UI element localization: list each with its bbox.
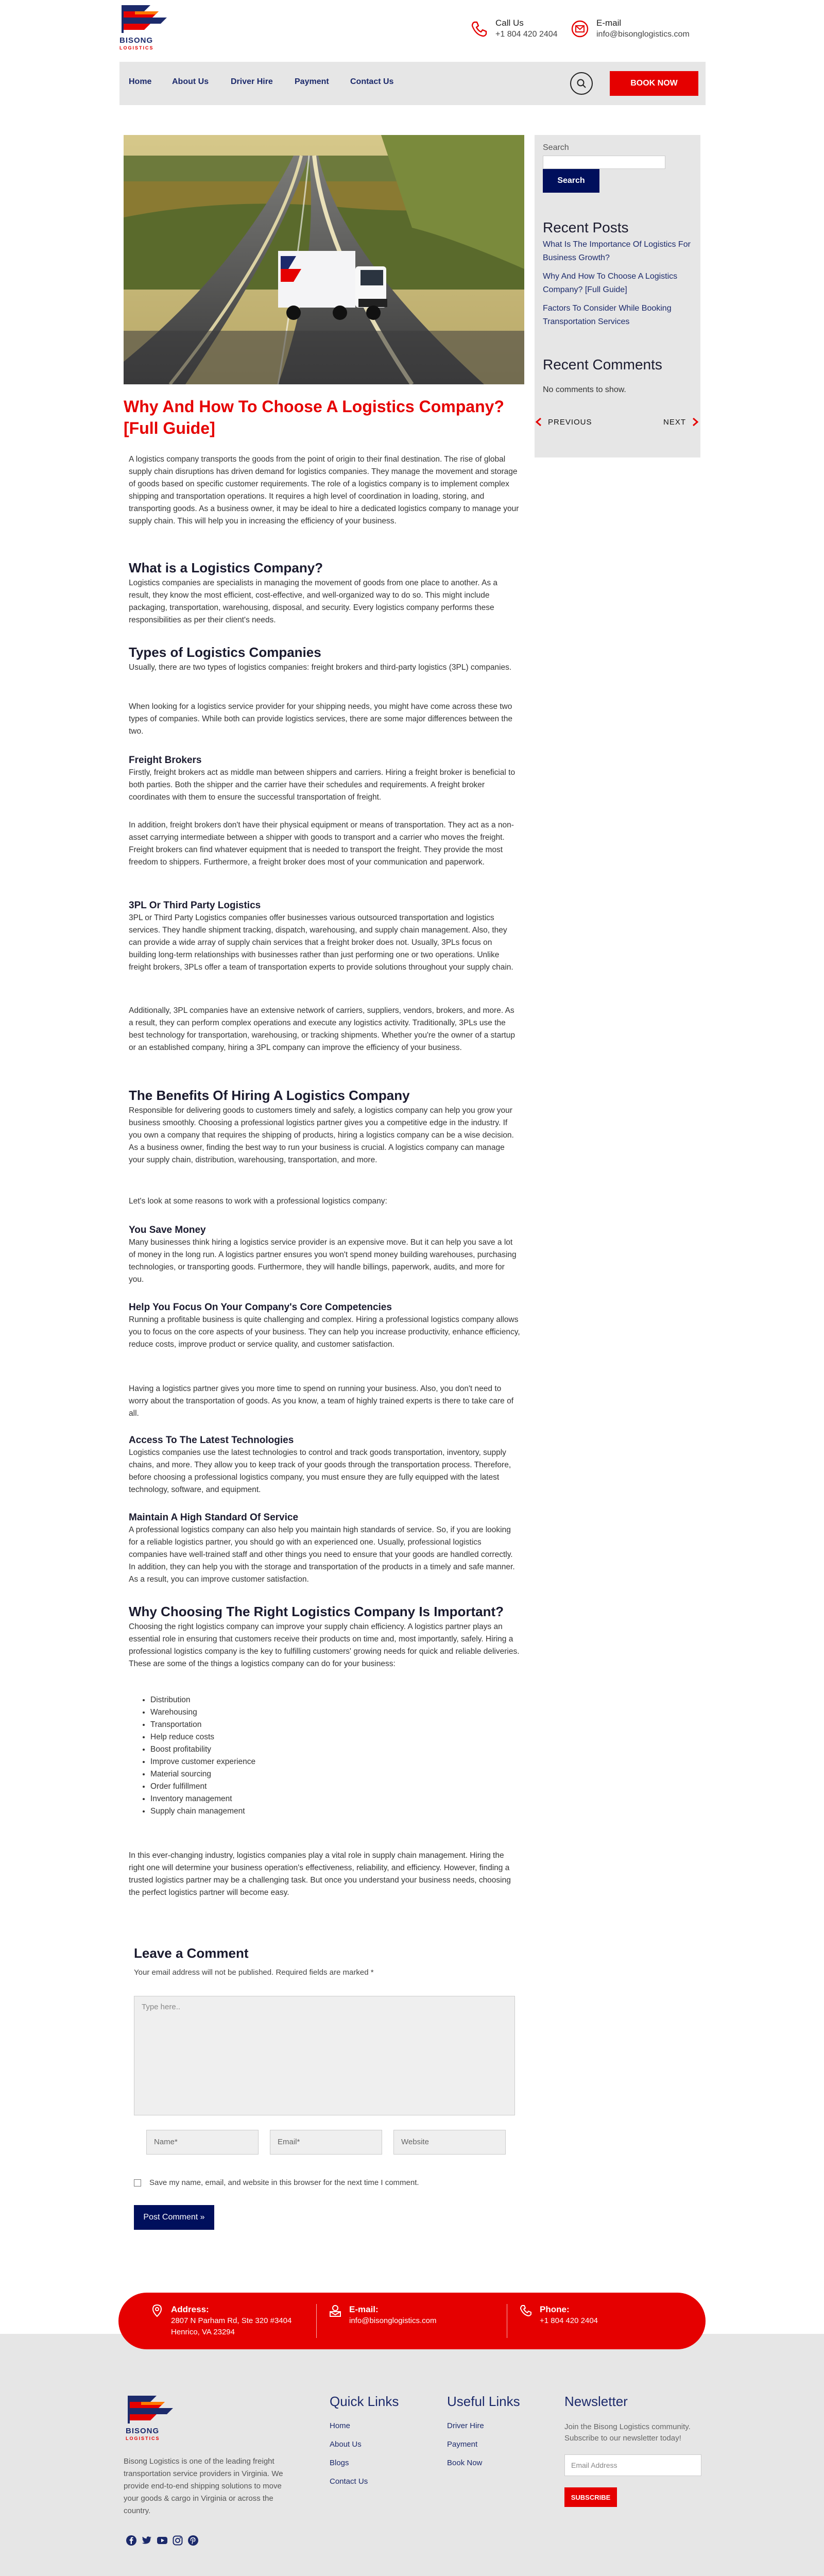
footer-link-book-now[interactable]: Book Now [447,2459,483,2467]
save-money-heading: You Save Money [129,1225,206,1235]
benefits-heading: The Benefits Of Hiring A Logistics Company [129,1088,410,1103]
focus-paragraph-2: Having a logistics partner gives you more time to spend on running your business. Also, you don't need to worry about the transportation of goods. As you know, a team of highly trained experts is there to take care of all. [129,1384,514,1418]
post-comment-button[interactable]: Post Comment » [134,2205,214,2230]
email-title: E-mail [596,18,622,28]
freight-paragraph-2: In addition, freight brokers don't have their physical equipment or means of transportation. They act as a non-asset carrying intermediate between a shipper with goods to transport and a carrier who moves the freight. Freight brokers can find whatever equipment that is needed to transport the freight. They provide the most freedom to shippers. Furthermore, a freight broker does most of your communication and paperwork. [129,821,514,867]
list-item: • Warehousing [150,1706,520,1719]
sidebar-search-button[interactable]: Search [543,169,599,193]
truck-highway-image [124,135,524,384]
types-heading: Types of Logistics Companies [129,645,321,660]
phone-icon [470,20,488,38]
strip-email [329,2304,436,2327]
freight-paragraph-1: Firstly, freight brokers act as middle man between shippers and carriers. Hiring a freight broker is beneficial to both parties. Both the shipper and the carrier have their schedules and requirements. A freight broker coordinates with them to ensure the successful transportation of freight. [129,768,516,802]
focus-paragraph-1: Running a profitable business is quite challenging and complex. Hiring a professional logistics company allows you to focus on the core aspects of your business. They can help you increase productivity, enhance efficiency, reduce costs, improve product or service quality, and customer satisfaction. [129,1315,520,1349]
benefits-paragraph-1: Responsible for delivering goods to customers timely and safely, a logistics company can help you grow your business smoothly. Choosing a professional logistics partner gives you a competitive edge in the industry. If you own a company that requires the shipping of products, hiring a logistics company can be a wise decision. As a business owner, finding the best way to run your business is crucial. A logistics company can manage your supply chain, distribution, warehousing, transportation, and more. [129,1106,514,1164]
nav-about-us[interactable]: About Us [172,77,209,86]
instagram-icon[interactable] [172,2535,183,2546]
email-field[interactable]: Email* [270,2130,382,2155]
footer-about-text: Bisong Logistics is one of the leading freight transportation service providers in Virginia. We provide end-to-end shipping solutions to move your goods & cargo in Virginia or across the country. [124,2457,283,2515]
subscribe-button[interactable]: SUBSCRIBE [564,2487,617,2507]
standard-paragraph: A professional logistics company can also help you maintain high standards of service. So, if you are looking for a reliable logistics partner, you should go with an experienced one. Usually, professional logistics companies have well-trained staff and other things you need to ensure that your goods are handled correctly. In addition, they can help you with the storage and transportation of the products in a timely and safe manner. As a result, you can improve customer satisfaction. [129,1526,515,1584]
comment-note: Your email address will not be published. Required fields are marked * [134,1968,374,1977]
conclusion-paragraph: In this ever-changing industry, logistics companies play a vital role in supply chain management. Hiring the right one will determine your business operation's effectiveness, reliability, and efficiency. However, finding a trusted logistics partner may be a challenging task. But once you understand your business needs, choosing the perfect logistics partner will become easy. [129,1851,511,1897]
location-icon [150,2304,164,2317]
recent-comments-heading: Recent Comments [543,357,662,372]
recent-post-link[interactable]: Why And How To Choose A Logistics Company? [Full Guide] [543,272,678,294]
quick-links-heading: Quick Links [330,2394,399,2409]
footer-link-about-us[interactable]: About Us [330,2440,362,2449]
list-item: • Boost profitability [150,1743,520,1756]
article-title: Why And How To Choose A Logistics Company? [Full Guide] [124,397,504,437]
types-paragraph-2: When looking for a logistics service provider for your shipping needs, you might have come across these two types of companies. While both can provide logistics services, there are some major differences between the two. [129,702,512,736]
sidebar [535,135,700,457]
address-line-2: Henrico, VA 23294 [171,2328,235,2336]
post-navigation [535,417,700,433]
benefit-list [129,1694,520,1818]
intro-paragraph: A logistics company transports the goods from the point of origin to their final destination. The rise of global supply chain disruptions has driven demand for logistics companies. They manage the movement and storage of goods based on specific customer requirements. The role of a logistics company is to implement complex shipping and transportation operations. It requires a high level of coordination in loading, storing, and transporting goods. As a business owner, it may be ideal to hire a dedicated logistics company to manage your supply chain. This will help you in increasing the efficiency of your business. [129,455,519,526]
nav-home[interactable]: Home [129,77,152,86]
nav-driver-hire[interactable]: Driver Hire [231,77,273,86]
pinterest-icon[interactable] [187,2535,199,2546]
no-comments-text: No comments to show. [543,385,626,394]
tech-heading: Access To The Latest Technologies [129,1435,294,1446]
list-item: • Inventory management [150,1793,520,1805]
site-header [0,0,824,62]
address-line-1: 2807 N Parham Rd, Ste 320 #3404 [171,2316,292,2325]
strip-phone-title: Phone: [540,2304,570,2314]
newsletter-text: Join the Bisong Logistics community. Subscribe to our newsletter today! [564,2422,691,2443]
list-item: • Transportation [150,1719,520,1731]
address-title: Address: [171,2304,209,2314]
featured-image [124,135,524,384]
comment-heading: Leave a Comment [134,1945,249,1961]
strip-email-title: E-mail: [349,2304,379,2314]
chevron-left-icon [535,417,543,427]
footer-contact-strip [118,2293,706,2349]
strip-divider [316,2304,317,2338]
footer-link-payment[interactable]: Payment [447,2440,478,2449]
strip-phone-value[interactable]: +1 804 420 2404 [540,2316,598,2325]
next-label: NEXT [663,417,686,427]
website-field[interactable]: Website [393,2130,506,2155]
nav-payment[interactable]: Payment [295,77,329,86]
site-logo[interactable] [119,4,169,56]
header-email[interactable] [571,18,690,40]
strip-address [150,2304,291,2338]
chevron-right-icon [691,417,699,427]
footer-link-driver-hire[interactable]: Driver Hire [447,2421,484,2430]
youtube-icon[interactable] [157,2535,168,2546]
facebook-icon[interactable] [126,2535,137,2546]
comment-textarea[interactable]: Type here.. [134,1996,515,2115]
newsletter-heading: Newsletter [564,2394,628,2409]
logo-tagline: LOGISTICS [119,45,154,50]
newsletter-email-input[interactable]: Email Address [564,2454,701,2476]
logo-mark-icon [119,4,169,34]
footer-logo-tagline: LOGISTICS [126,2436,160,2441]
search-icon [576,78,587,89]
header-call[interactable] [470,18,558,40]
logo-name: BISONG [119,36,153,45]
footer-logo[interactable] [126,2395,175,2446]
benefits-paragraph-2: Let's look at some reasons to work with a professional logistics company: [129,1197,387,1206]
list-item: • Supply chain management [150,1805,520,1818]
list-item: • Order fulfillment [150,1781,520,1793]
save-info-row [134,2178,419,2187]
types-paragraph-1: Usually, there are two types of logistics companies: freight brokers and third-party logistics (3PL) companies. [129,663,512,672]
save-info-label: Save my name, email, and website in this browser for the next time I comment. [149,2178,419,2187]
why-heading: Why Choosing The Right Logistics Company Is Important? [129,1604,504,1619]
nav-contact-us[interactable]: Contact Us [350,77,394,86]
main-nav [119,62,706,105]
freight-heading: Freight Brokers [129,755,202,766]
list-item: • Material sourcing [150,1768,520,1781]
why-paragraph: Choosing the right logistics company can improve your supply chain efficiency. A logistics partner plays an essential role in ensuring that customers receive their products on time and, most importantly, safely. Hiring a professional logistics company is the key to fulfilling customers' growing needs for quick and reliable deliveries. These are some of the things a logistics company can do for your business: [129,1622,520,1668]
phone-icon [519,2304,533,2317]
standard-heading: Maintain A High Standard Of Service [129,1512,299,1523]
email-user-icon [329,2304,342,2317]
footer-logo-name: BISONG [126,2427,160,2435]
focus-heading: Help You Focus On Your Company's Core Competencies [129,1302,392,1313]
list-item: • Help reduce costs [150,1731,520,1743]
strip-phone [519,2304,598,2327]
sidebar-search-input[interactable] [543,156,665,169]
tpl-paragraph-2: Additionally, 3PL companies have an extensive network of carriers, suppliers, vendors, brokers, and more. As a result, they can perform complex operations and execute any logistics activity. Traditionally, 3PLs use the best technology for transportation, warehousing, or tracking shipments. Whether you're the owner of a startup or an established company, hiring a 3PL company can improve the efficiency of your business. [129,1006,515,1052]
next-post-link[interactable] [663,417,699,427]
call-value[interactable]: +1 804 420 2404 [495,30,558,39]
list-item: • Distribution [150,1694,520,1706]
footer-link-home[interactable]: Home [330,2421,351,2430]
tpl-paragraph-1: 3PL or Third Party Logistics companies offer businesses various outsourced transportation and logistics services. They handle shipment tracking, dispatch, warehousing, and supply chain management. Also, they can provide a wide array of supply chain services that a freight broker does not. Usually, 3PLs focus on building long-term relationships with businesses rather than just performing one or two operations. Unlike freight brokers, 3PLs offer a team of transportation experts to provide solutions throughout your supply chain. [129,913,513,972]
comment-form [134,1945,515,2234]
twitter-icon[interactable] [141,2535,152,2546]
useful-links-heading: Useful Links [447,2394,520,2409]
save-info-checkbox[interactable] [134,2179,141,2187]
sidebar-search-label: Search [543,143,569,152]
social-links [126,2535,199,2546]
footer-link-blogs[interactable]: Blogs [330,2459,349,2467]
nav-search-button[interactable] [570,72,593,95]
recent-post-link[interactable]: Factors To Consider While Booking Transportation Services [543,304,672,326]
name-field[interactable]: Name* [146,2130,259,2155]
recent-post-link[interactable]: What Is The Importance Of Logistics For Business Growth? [543,240,691,262]
what-heading: What is a Logistics Company? [129,560,323,575]
previous-label: PREVIOUS [548,417,592,427]
recent-posts-heading: Recent Posts [543,219,629,235]
save-money-paragraph: Many businesses think hiring a logistics service provider is an expensive move. But it can help you save a lot of money in the long run. A logistics partner ensures you won't spend money building warehouses, purchasing technologies, or transporting goods. Furthermore, they will handle billings, paperwork, audits, and more for you. [129,1238,517,1284]
book-now-button[interactable]: BOOK NOW [610,71,698,96]
email-value[interactable]: info@bisonglogistics.com [596,30,690,39]
strip-email-value[interactable]: info@bisonglogistics.com [349,2316,437,2325]
footer-link-contact-us[interactable]: Contact Us [330,2477,368,2486]
logo-mark-icon [126,2395,175,2425]
what-paragraph: Logistics companies are specialists in managing the movement of goods from one place to another. As a result, they know the most efficient, cost-effective, and well-organized way to do so. This might include packaging, transportation, warehousing, disposal, and security. Every logistics company performs these responsibilities as per their client's needs. [129,579,497,624]
tpl-heading: 3PL Or Third Party Logistics [129,900,261,911]
list-item: • Improve customer experience [150,1756,520,1768]
call-title: Call Us [495,18,524,28]
tech-paragraph: Logistics companies use the latest technologies to control and track goods transportation, inventory, supply chains, and more. They allow you to keep track of your goods through the transportation process. Therefore, before choosing a professional logistics company, you must ensure they are fully equipped with the latest technology, software, and equipment. [129,1448,511,1494]
mail-icon [571,20,589,38]
previous-post-link[interactable] [535,417,592,427]
